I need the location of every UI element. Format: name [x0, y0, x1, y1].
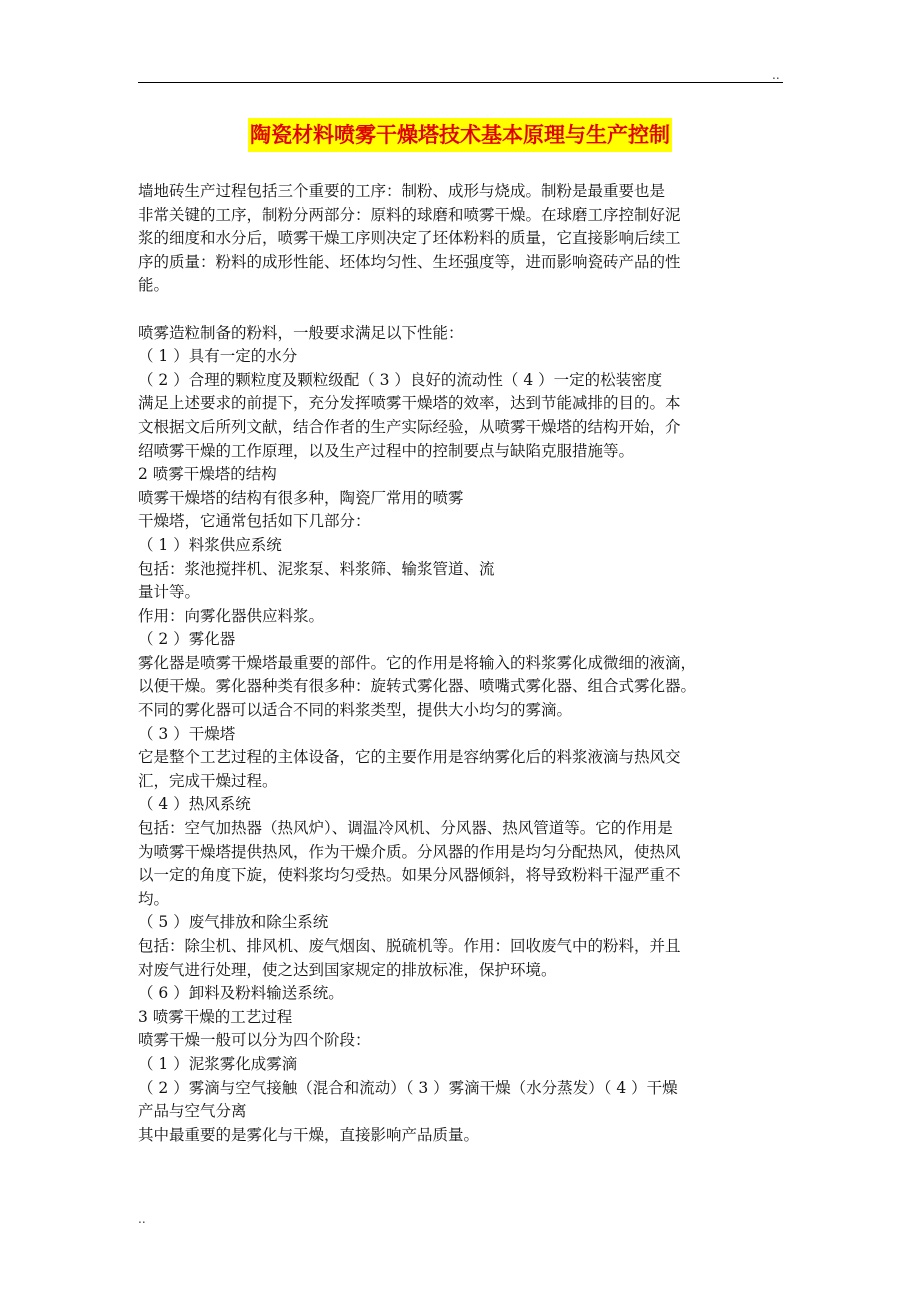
body-line: （ 1 ）料浆供应系统: [138, 535, 282, 554]
body-line: 作用：向雾化器供应料浆。: [138, 606, 325, 625]
body-line: 包括：浆池搅拌机、泥浆泵、料浆筛、输浆管道、流: [138, 559, 495, 578]
body-line: 墙地砖生产过程包括三个重要的工序：制粉、成形与烧成。制粉是最重要也是: [138, 182, 666, 200]
body-line: （ 1 ）泥浆雾化成雾滴: [138, 1054, 298, 1073]
body-line: （ 1 ）具有一定的水分: [138, 347, 298, 366]
footer-dots: ..: [138, 1212, 146, 1226]
blank-line: [138, 298, 786, 322]
body-line: 产品与空气分离: [138, 1102, 247, 1121]
body-line: 对废气进行处理，使之达到国家规定的排放标准，保护环境。: [138, 960, 557, 979]
body-line: 喷雾造粒制备的粉料，一般要求满足以下性能：: [138, 323, 464, 342]
body-line: （ 3 ）干燥塔: [138, 724, 236, 743]
body-line: 均。: [138, 889, 170, 908]
body-line: 3 喷雾干燥的工艺过程: [138, 1007, 293, 1026]
body-line: 非常关键的工序，制粉分两部分：原料的球磨和喷雾干燥。在球磨工序控制好泥: [138, 205, 681, 224]
body-line: （ 6 ）卸料及粉料输送系统。: [138, 984, 344, 1003]
body-line: 绍喷雾干燥的工作原理，以及生产过程中的控制要点与缺陷克服措施等。: [138, 441, 635, 460]
body-line: 2 喷雾干燥塔的结构: [138, 465, 277, 484]
body-line: 序的质量：粉料的成形性能、坯体均匀性、生坯强度等，进而影响瓷砖产品的性: [138, 252, 681, 271]
body-line: 量计等。: [138, 583, 201, 602]
body-line: 为喷雾干燥塔提供热风，作为干燥介质。分风器的作用是均匀分配热风，使热风: [138, 842, 681, 861]
header-rule: [138, 82, 783, 83]
body-line: 喷雾干燥一般可以分为四个阶段：: [138, 1031, 371, 1050]
body-line: 能。: [138, 276, 170, 295]
body-line: 浆的细度和水分后，喷雾干燥工序则决定了坯体粉料的质量，它直接影响后续工: [138, 229, 681, 248]
body-line: 它是整个工艺过程的主体设备，它的主要作用是容纳雾化后的料浆液滴与热风交: [138, 748, 681, 767]
body-line: 包括：空气加热器（热风炉）、调温冷风机、分风器、热风管道等。它的作用是: [138, 819, 673, 838]
document-title: 陶瓷材料喷雾干燥塔技术基本原理与生产控制: [248, 118, 672, 152]
body-line: 以便干燥。雾化器种类有很多种：旋转式雾化器、喷嘴式雾化器、组合式雾化器。: [138, 677, 697, 696]
body-line: （ 2 ）合理的颗粒度及颗粒级配（ 3 ）良好的流动性（ 4 ）一定的松装密度: [138, 370, 663, 389]
body-line: 汇，完成干燥过程。: [138, 771, 278, 790]
body-line: 满足上述要求的前提下，充分发挥喷雾干燥塔的效率，达到节能减排的目的。本: [138, 394, 681, 413]
body-line: （ 2 ）雾化器: [138, 630, 236, 649]
body-line: （ 5 ）废气排放和除尘系统: [138, 913, 329, 932]
body-line: （ 2 ）雾滴与空气接触（混合和流动）（ 3 ）雾滴干燥（水分蒸发）（ 4 ）干燥: [138, 1078, 678, 1097]
body-line: 喷雾干燥塔的结构有很多种，陶瓷厂常用的喷雾: [138, 488, 464, 507]
body-line: （ 4 ）热风系统: [138, 795, 251, 814]
body-line: 文根据文后所列文献，结合作者的生产实际经验，从喷雾干燥塔的结构开始，介: [138, 417, 681, 436]
body-line: 其中最重要的是雾化与干燥，直接影响产品质量。: [138, 1125, 480, 1144]
body-line: 雾化器是喷雾干燥塔最重要的部件。它的作用是将输入的料浆雾化成微细的液滴，: [138, 653, 697, 672]
body-line: 包括：除尘机、排风机、废气烟囱、脱硫机等。作用：回收废气中的粉料，并且: [138, 937, 681, 955]
body-line: 以一定的角度下旋，使料浆均匀受热。如果分风器倾斜，将导致粉料干湿严重不: [138, 866, 681, 885]
body-line: 干燥塔，它通常包括如下几部分：: [138, 512, 371, 531]
document-body: [138, 180, 786, 1147]
header-dots: ..: [772, 68, 780, 82]
title-wrapper: [0, 118, 920, 152]
body-line: 不同的雾化器可以适合不同的料浆类型，提供大小均匀的雾滴。: [138, 701, 573, 720]
